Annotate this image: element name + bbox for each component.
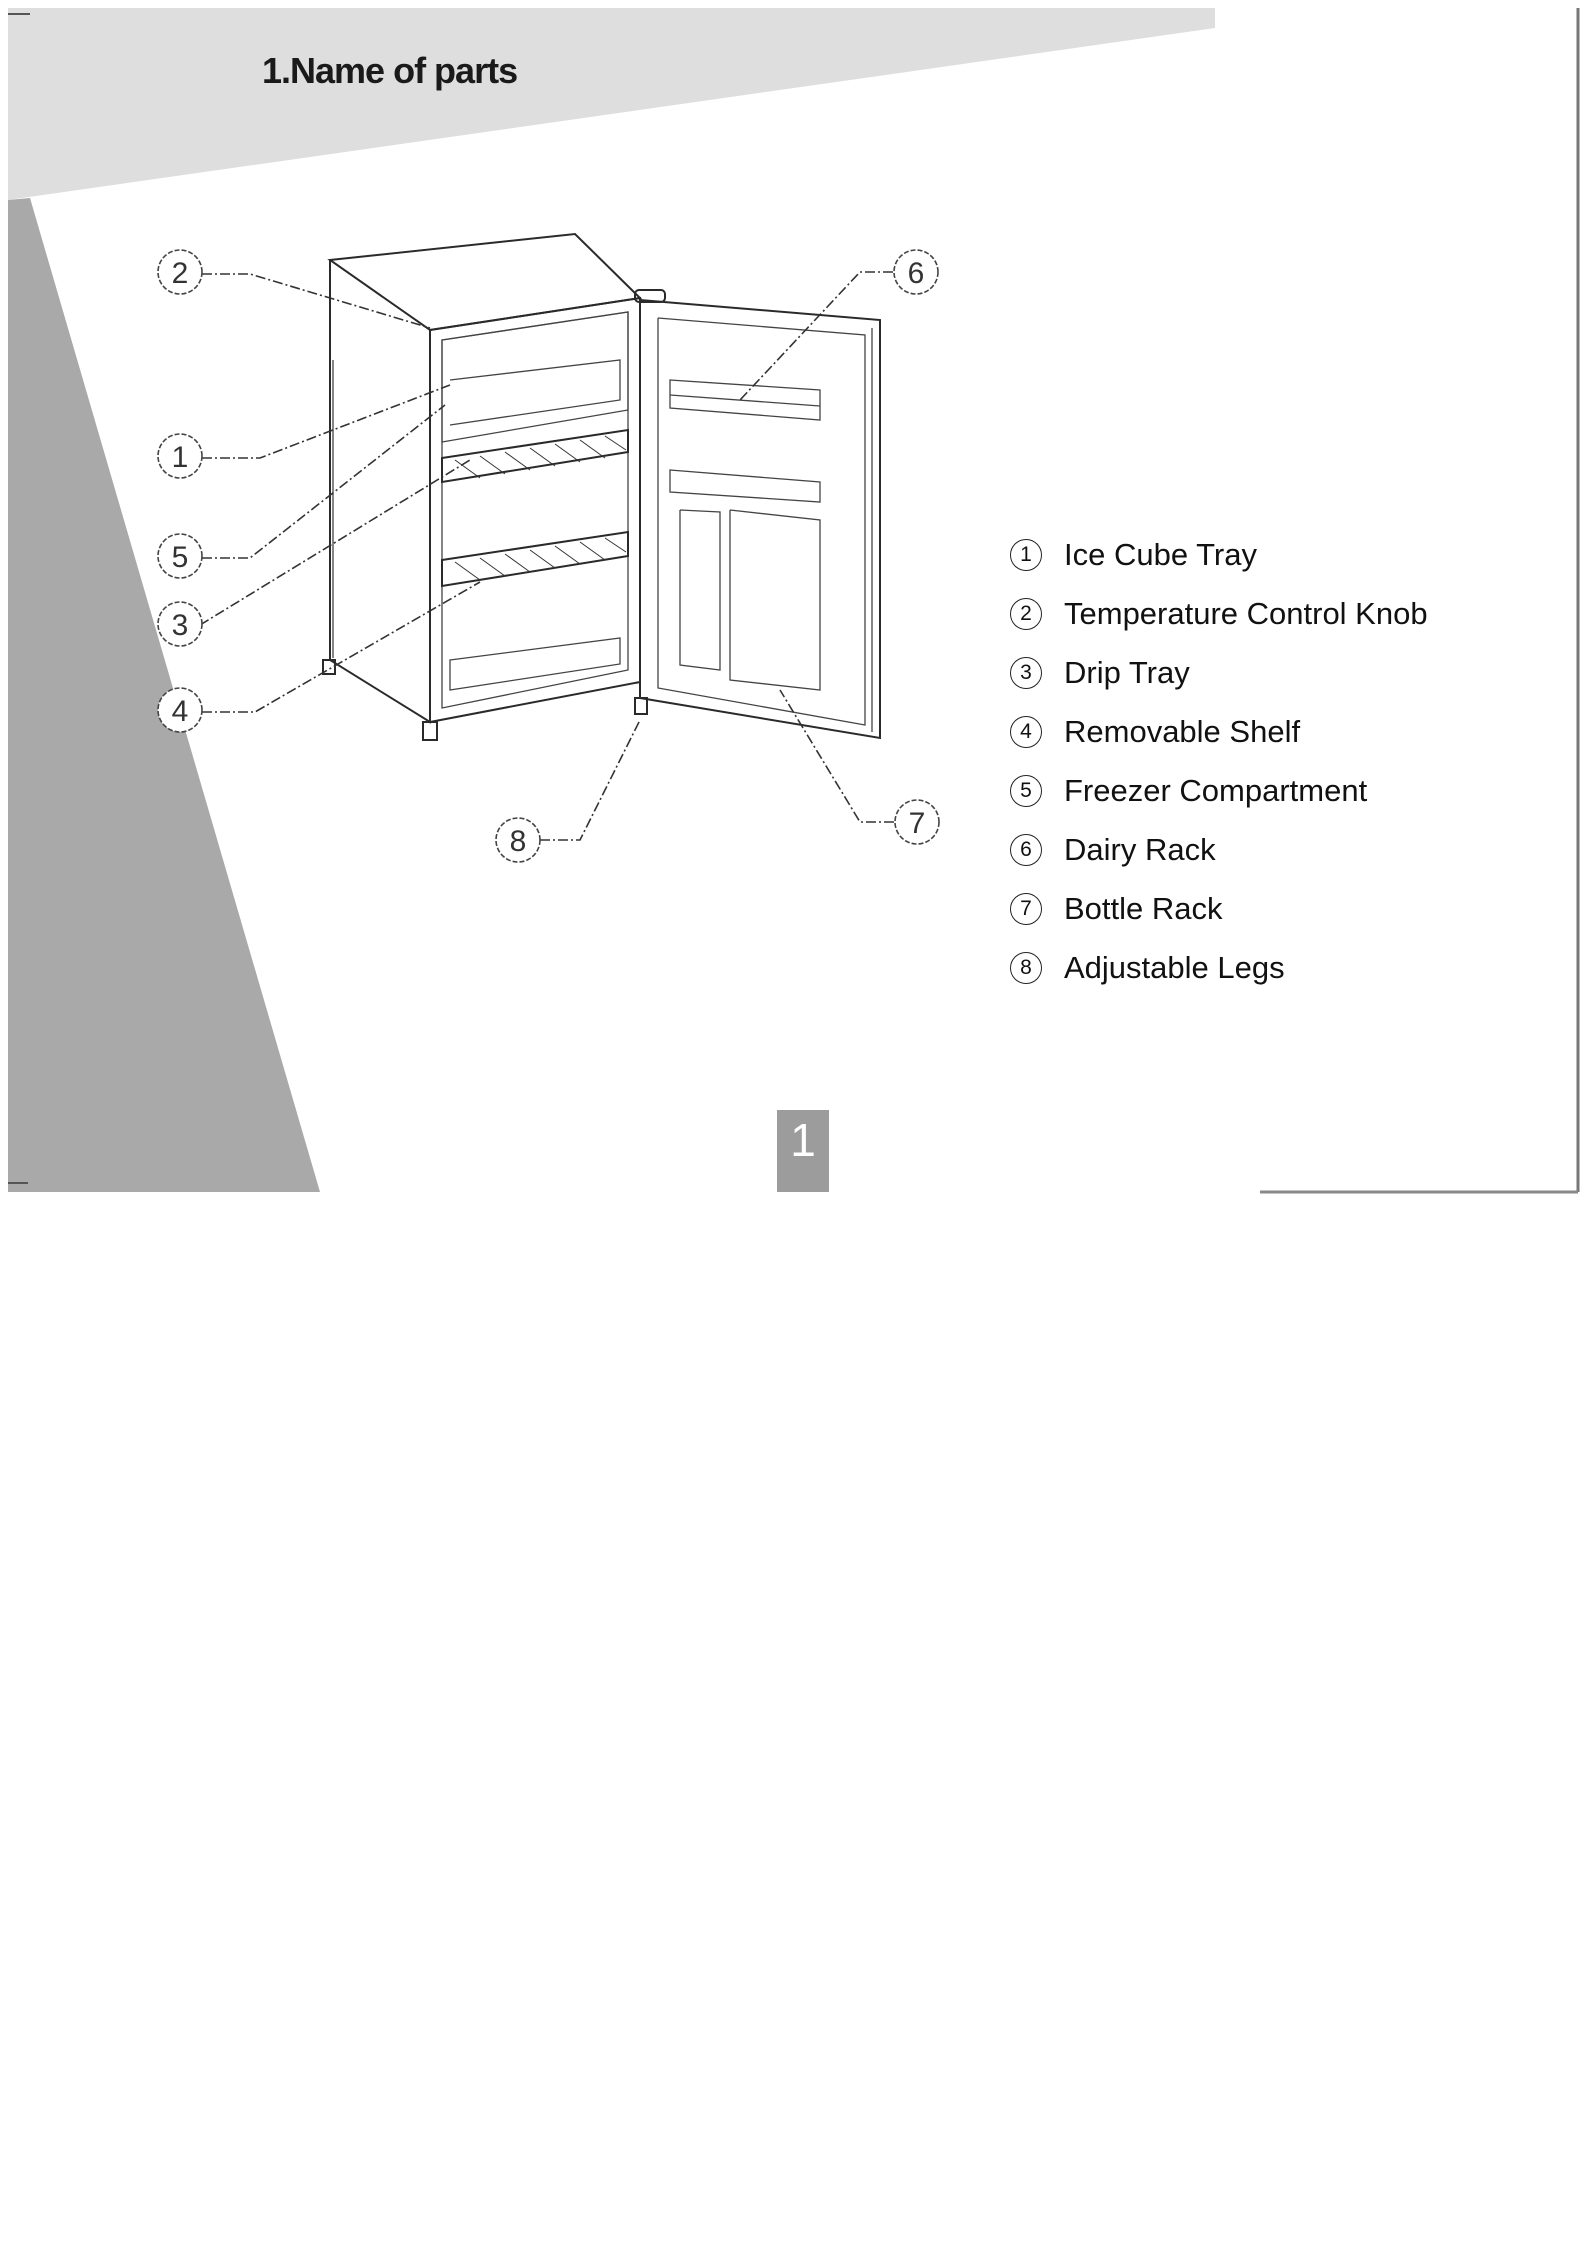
legend-item-label: Freezer Compartment bbox=[1064, 772, 1368, 808]
callout-2 bbox=[158, 250, 202, 294]
callout-2-number: 2 bbox=[171, 257, 189, 290]
callout-3-number: 3 bbox=[171, 609, 189, 642]
legend-item-number: 4 bbox=[1010, 716, 1042, 748]
legend-item-number: 5 bbox=[1010, 775, 1042, 807]
bottle-rack-inner bbox=[680, 510, 720, 670]
leader-8 bbox=[540, 720, 640, 840]
front-foot bbox=[423, 722, 437, 740]
leader-7 bbox=[780, 690, 894, 822]
door-gasket bbox=[658, 318, 865, 725]
callout-3 bbox=[158, 602, 202, 646]
legend-item bbox=[1010, 879, 1428, 938]
legend-item bbox=[1010, 702, 1428, 761]
leader-6 bbox=[740, 272, 893, 400]
callout-6-number: 6 bbox=[907, 257, 925, 290]
dairy-rack-rail bbox=[670, 395, 820, 406]
leader-1 bbox=[202, 385, 450, 458]
parts-legend bbox=[1010, 525, 1428, 997]
leader-2 bbox=[202, 274, 430, 328]
legend-item-number: 2 bbox=[1010, 598, 1042, 630]
legend-item-label: Removable Shelf bbox=[1064, 713, 1301, 749]
callout-4-number: 4 bbox=[171, 695, 189, 728]
legend-item bbox=[1010, 820, 1428, 879]
page-number: 1 bbox=[777, 1110, 829, 1192]
legend-item-label: Dairy Rack bbox=[1064, 831, 1216, 867]
cabinet-top bbox=[330, 234, 640, 330]
legend-item-label: Temperature Control Knob bbox=[1064, 595, 1428, 631]
page-title: 1.Name of parts bbox=[262, 50, 518, 91]
callout-1-number: 1 bbox=[171, 441, 189, 474]
leader-5 bbox=[202, 405, 445, 558]
door-foot bbox=[635, 698, 647, 714]
legend-item bbox=[1010, 938, 1428, 997]
legend-item bbox=[1010, 643, 1428, 702]
legend-item-number: 1 bbox=[1010, 539, 1042, 571]
legend-item-number: 7 bbox=[1010, 893, 1042, 925]
callout-7 bbox=[895, 800, 939, 844]
callout-4 bbox=[158, 688, 202, 732]
callout-8-number: 8 bbox=[509, 825, 527, 858]
door bbox=[640, 300, 880, 738]
legend-item-label: Adjustable Legs bbox=[1064, 949, 1285, 985]
callout-8 bbox=[496, 818, 540, 862]
legend-item bbox=[1010, 584, 1428, 643]
legend-item-number: 8 bbox=[1010, 952, 1042, 984]
door-middle-rack bbox=[670, 470, 820, 502]
cabinet-side bbox=[330, 260, 430, 722]
callout-1 bbox=[158, 434, 202, 478]
legend-item-number: 6 bbox=[1010, 834, 1042, 866]
callout-6 bbox=[894, 250, 938, 294]
removable-shelf bbox=[442, 532, 628, 586]
legend-item bbox=[1010, 761, 1428, 820]
legend-item-label: Bottle Rack bbox=[1064, 890, 1223, 926]
drip-tray bbox=[450, 638, 620, 690]
fridge-diagram bbox=[171, 220, 960, 880]
callout-5-number: 5 bbox=[171, 541, 189, 574]
legend-item bbox=[1010, 525, 1428, 584]
bottle-rack bbox=[730, 510, 820, 690]
callout-5 bbox=[158, 534, 202, 578]
header-banner bbox=[8, 8, 1215, 200]
callout-7-number: 7 bbox=[908, 807, 926, 840]
leader-4 bbox=[202, 582, 480, 712]
legend-item-number: 3 bbox=[1010, 657, 1042, 689]
legend-item-label: Ice Cube Tray bbox=[1064, 536, 1257, 572]
legend-item-label: Drip Tray bbox=[1064, 654, 1190, 690]
